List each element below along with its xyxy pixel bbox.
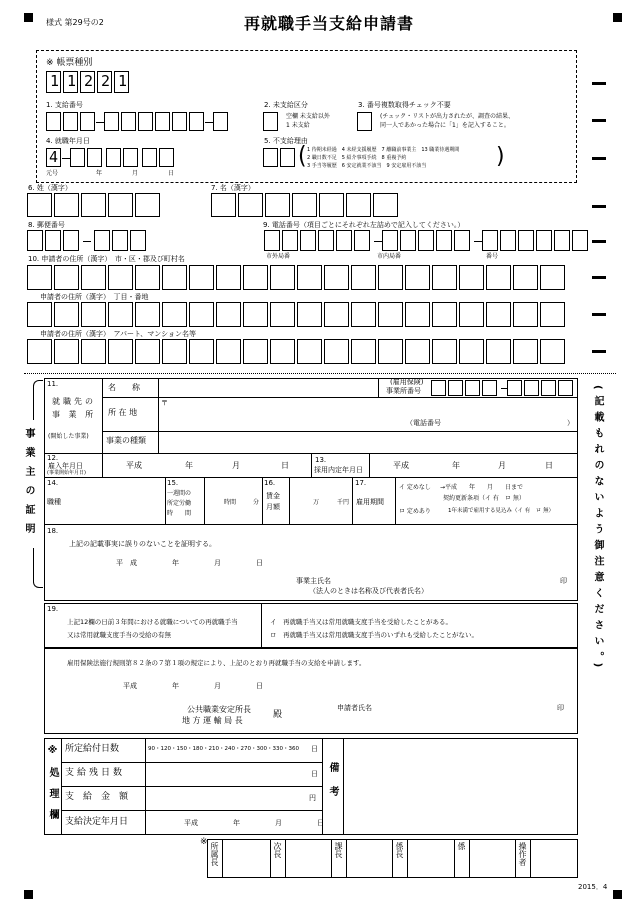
input-cell[interactable]: [540, 339, 565, 364]
input-cell[interactable]: [108, 339, 133, 364]
history-question-2: 又は常用就職支度手当の受給の有無: [67, 631, 171, 639]
decision-date-value: 平成 年 月 日: [184, 819, 324, 827]
phone-area-label: 市外局番: [266, 253, 291, 260]
input-cell[interactable]: [336, 230, 352, 251]
processing-side-label: ※処理欄: [47, 745, 58, 830]
stamp-divider: [270, 839, 271, 878]
reason-codes-2: 2 職日数不足 5 紹介事項手続 8 重複予約: [307, 155, 407, 161]
company-phone-end: ）: [567, 419, 574, 427]
applicant-seal: 印: [557, 704, 564, 712]
owner-label: 事業主氏名: [296, 577, 331, 585]
input-cell[interactable]: [318, 230, 334, 251]
stamp-label: 係長: [395, 842, 404, 858]
input-cell[interactable]: [319, 193, 344, 217]
hire-month: 月: [232, 461, 240, 470]
input-cell[interactable]: [216, 265, 241, 290]
input-cell[interactable]: [536, 230, 552, 251]
input-cell[interactable]: [216, 339, 241, 364]
input-cell[interactable]: [465, 380, 480, 396]
application-date: 平成 年 月 日: [123, 682, 263, 690]
input-cell[interactable]: [431, 380, 446, 396]
input-cell[interactable]: [459, 302, 484, 327]
input-cell[interactable]: [540, 302, 565, 327]
stamp-label: 次長: [273, 842, 282, 858]
input-cell[interactable]: [507, 380, 522, 396]
adopt-month: 月: [498, 461, 506, 470]
multi-number-note2: 同一人であかった場合に「1」を記入すること。: [380, 122, 510, 129]
corner-mark-top-right: [613, 13, 622, 22]
address-label: 所 在 地: [108, 408, 138, 417]
input-cell[interactable]: [189, 339, 214, 364]
workplace-label-3: (開始した事業): [48, 433, 89, 440]
input-cell[interactable]: [54, 193, 79, 217]
input-cell[interactable]: [354, 230, 370, 251]
input-cell[interactable]: [27, 230, 43, 251]
input-cell[interactable]: [405, 339, 430, 364]
side-bracket-top: [33, 380, 43, 420]
hours-unit: 時間: [224, 499, 237, 506]
adopt-year: 年: [452, 461, 460, 470]
corner-mark-top-left: [24, 13, 33, 22]
input-cell[interactable]: [382, 230, 398, 251]
input-cell[interactable]: [405, 302, 430, 327]
input-cell[interactable]: [243, 339, 268, 364]
input-cell[interactable]: [554, 230, 570, 251]
address2-label: 申請者の住所（漢字） 丁目・番地: [40, 293, 149, 301]
cert-date: 平 成 年 月 日: [116, 559, 263, 567]
input-cell[interactable]: [243, 265, 268, 290]
addressee-2: 地 方 運 輸 局 長: [182, 716, 243, 725]
adopt-no: 13.: [315, 456, 327, 464]
input-cell[interactable]: [264, 230, 280, 251]
non-payment-reason-field[interactable]: [263, 148, 278, 167]
form-number: 様式 第29号の2: [46, 18, 104, 27]
input-cell[interactable]: [108, 193, 133, 217]
benefit-days-unit: 日: [311, 745, 318, 753]
phone-number-label: 番号: [486, 253, 499, 260]
wage-unit-man: 万: [313, 499, 320, 506]
period-expect: 1年未満で雇用する見込み（イ 有 ロ 無）: [448, 508, 554, 514]
hire-label-2: (事業開始年月日): [47, 470, 86, 476]
reason-codes-3: 3 手当等履歴 6 安定就業不該当 9 安定雇用不該当: [307, 163, 427, 169]
postal-mark: 〒: [161, 399, 168, 407]
input-cell[interactable]: [45, 230, 61, 251]
given-name-label: 7. 名（漢字）: [211, 184, 255, 192]
decision-date-label: 支給決定年月日: [65, 817, 129, 827]
input-cell[interactable]: [270, 302, 295, 327]
benefit-days-label: 所定給付日数: [65, 744, 120, 754]
input-cell[interactable]: [162, 302, 187, 327]
business-kind-input[interactable]: [160, 432, 576, 452]
company-name-input[interactable]: [160, 379, 376, 396]
input-cell[interactable]: [292, 193, 317, 217]
minute-unit: 分: [253, 499, 260, 506]
side-note: (記載もれのないよう御注意ください。): [592, 385, 603, 674]
workplace-label-2: 事 業 所: [52, 410, 97, 419]
history-no: 19.: [47, 605, 59, 613]
input-cell[interactable]: [81, 265, 106, 290]
unpaid-class-label: 2. 未支給区分: [264, 101, 308, 109]
slip-type-digit: 2: [80, 71, 95, 93]
stamp-label: 係: [457, 842, 466, 850]
non-payment-reason-label: 5. 不支給理由: [264, 137, 308, 145]
hire-label-1: 雇入年月日: [48, 462, 83, 470]
hours-label-3: 時 間: [167, 510, 192, 517]
job-no: 14.: [47, 479, 59, 487]
slip-type-digit: 1: [46, 71, 61, 93]
slip-type-digit: 2: [97, 71, 112, 93]
period-no: 17.: [355, 479, 367, 487]
stamp-divider: [515, 839, 516, 878]
reg-mark: [592, 82, 606, 85]
input-cell[interactable]: [518, 230, 534, 251]
corner-mark-bottom-right: [613, 890, 622, 899]
input-cell[interactable]: [373, 193, 398, 217]
input-cell[interactable]: [265, 193, 290, 217]
input-cell[interactable]: [135, 193, 160, 217]
input-cell[interactable]: [162, 265, 187, 290]
reg-mark: [592, 313, 606, 316]
input-cell[interactable]: [351, 265, 376, 290]
period-option-none[interactable]: イ 定めなし: [399, 484, 431, 491]
input-cell[interactable]: [405, 265, 430, 290]
input-cell[interactable]: [297, 265, 322, 290]
hire-no: 12.: [47, 454, 59, 462]
input-cell[interactable]: [418, 230, 434, 251]
input-cell[interactable]: [189, 302, 214, 327]
slip-type-label: ※ 帳票種別: [46, 58, 93, 68]
reason-codes-1: 1 待期未経過 4 未経支援履歴 7 離職前事業主 13 職業待遇期間: [307, 147, 460, 153]
input-cell[interactable]: [486, 302, 511, 327]
reason-bracket: (: [298, 142, 307, 171]
separator-dash: [374, 241, 382, 242]
benefit-days-options: 90・120・150・180・210・240・270・300・330・360: [148, 746, 299, 752]
input-cell[interactable]: [558, 380, 573, 396]
input-cell[interactable]: [486, 339, 511, 364]
input-cell[interactable]: [513, 302, 538, 327]
input-cell[interactable]: [108, 302, 133, 327]
input-cell[interactable]: [27, 193, 52, 217]
input-cell[interactable]: [238, 193, 263, 217]
input-cell[interactable]: [81, 193, 106, 217]
input-cell[interactable]: [211, 193, 236, 217]
reg-mark: [592, 119, 606, 122]
period-renew: 契約更新条項（イ 有 ロ 無）: [443, 495, 525, 502]
remaining-days-label: 支給残日数: [65, 768, 126, 778]
wage-label-1: 賃金: [266, 492, 280, 500]
input-cell[interactable]: [54, 339, 79, 364]
slip-type-digit: 1: [114, 71, 129, 93]
input-cell[interactable]: [216, 302, 241, 327]
adopt-day: 日: [545, 461, 553, 470]
wage-label-2: 月額: [266, 503, 280, 511]
input-cell[interactable]: [135, 339, 160, 364]
history-answer-yes[interactable]: イ 再就職手当又は常用就職支度手当を受給したことがある。: [270, 618, 452, 626]
stamp-label-divider: [285, 839, 286, 878]
input-cell[interactable]: [54, 302, 79, 327]
input-cell[interactable]: [324, 265, 349, 290]
corner-mark-bottom-left: [24, 890, 33, 899]
owner-seal: 印: [560, 577, 567, 585]
input-cell[interactable]: [432, 339, 457, 364]
input-cell[interactable]: [459, 339, 484, 364]
hire-year: 年: [185, 461, 193, 470]
hire-day: 日: [281, 461, 289, 470]
amount-label: 支 給 金 額: [65, 792, 129, 802]
input-cell[interactable]: [482, 230, 498, 251]
input-cell[interactable]: [27, 339, 52, 364]
input-cell[interactable]: [27, 265, 52, 290]
input-cell[interactable]: [454, 230, 470, 251]
stamp-label-divider: [346, 839, 347, 878]
month-label: 月: [132, 170, 139, 177]
input-cell[interactable]: [81, 339, 106, 364]
stamp-label: 操作者: [518, 842, 527, 866]
input-cell[interactable]: [346, 193, 371, 217]
input-cell[interactable]: [436, 230, 452, 251]
remarks-label: 備考: [327, 762, 338, 810]
stamp-label-divider: [469, 839, 470, 878]
input-cell[interactable]: [324, 302, 349, 327]
history-question-1: 上記12欄の日前３年間における就職についての再就職手当: [67, 618, 238, 626]
stamp-label-divider: [530, 839, 531, 878]
unpaid-opt1: 空欄 未支給以外: [286, 113, 330, 120]
non-payment-reason-field[interactable]: [280, 148, 295, 167]
multi-number-label: 3. 番号複数取得チェック不要: [358, 101, 451, 109]
applicant-label: 申請者氏名: [337, 704, 372, 712]
input-cell[interactable]: [27, 302, 52, 327]
day-label: 日: [168, 170, 175, 177]
input-cell[interactable]: [94, 230, 110, 251]
input-cell[interactable]: [189, 265, 214, 290]
addressee-suffix: 殿: [273, 710, 283, 720]
input-cell[interactable]: [459, 265, 484, 290]
reg-mark: [592, 240, 606, 243]
multi-number-note1: (チェック・リストが出力されたが、調査の結果、: [380, 113, 515, 120]
period-label: 雇用期間: [356, 498, 384, 506]
input-cell[interactable]: [448, 380, 463, 396]
remarks-input[interactable]: [345, 739, 576, 834]
hours-no: 15.: [167, 479, 179, 487]
input-cell[interactable]: [486, 265, 511, 290]
insurance-label-1: (雇用保険): [390, 378, 424, 386]
hours-label-2: 所定労働: [167, 500, 192, 507]
input-cell[interactable]: [432, 302, 457, 327]
era-label: 元号: [46, 170, 59, 177]
input-cell[interactable]: [162, 339, 187, 364]
adopt-era: 平成: [393, 461, 409, 470]
side-bracket-bottom: [33, 548, 43, 588]
stamp-label-divider: [222, 839, 223, 878]
address1-label: 10. 申請者の住所（漢字） 市・区・郡及び町村名: [28, 255, 185, 263]
application-text: 雇用保険法施行規則第８２条の７第１項の規定により、上記のとおり再就職手当の支給を申請します。: [67, 659, 366, 667]
reg-mark: [592, 157, 606, 160]
stamp-divider: [331, 839, 332, 878]
input-cell[interactable]: [108, 265, 133, 290]
postal-label: 8. 郵便番号: [28, 221, 65, 229]
input-cell[interactable]: [572, 230, 588, 251]
company-phone-label: （電話番号: [406, 419, 441, 427]
stamp-label-divider: [407, 839, 408, 878]
input-cell[interactable]: [513, 339, 538, 364]
multi-number-field[interactable]: [357, 112, 372, 131]
unpaid-class-field[interactable]: [263, 112, 278, 131]
reg-mark: [592, 276, 606, 279]
input-cell[interactable]: [482, 380, 497, 396]
stamp-divider: [454, 839, 455, 878]
input-cell[interactable]: [135, 265, 160, 290]
wage-unit-sen: 千円: [337, 499, 350, 506]
history-answer-no[interactable]: ロ 再就職手当又は常用就職支度手当のいずれも受給したことがない。: [270, 631, 478, 639]
period-until: →平成 年 月 日まで: [440, 484, 524, 491]
hire-era: 平成: [126, 461, 142, 470]
phone-label: 9. 電話番号（項目ごとにそれぞれ左詰めで記入してください。）: [263, 221, 465, 229]
cert-text: 上記の記載事実に誤りのないことを証明する。: [69, 540, 216, 548]
separator-dash: [474, 241, 482, 242]
address3-label: 申請者の住所（漢字） アパート、マンション名等: [40, 330, 196, 338]
hours-label-1: 一週間の: [167, 490, 192, 497]
input-cell[interactable]: [378, 302, 403, 327]
payment-number-label: 1. 支給番号: [46, 101, 83, 109]
company-name-label: 名 称: [108, 383, 140, 392]
input-cell[interactable]: [513, 265, 538, 290]
year-label: 年: [96, 170, 103, 177]
input-cell[interactable]: [540, 265, 565, 290]
page-title: 再就職手当支給申請書: [244, 14, 415, 33]
input-cell[interactable]: [81, 302, 106, 327]
input-cell[interactable]: [297, 339, 322, 364]
adopt-label: 採用内定年月日: [314, 466, 363, 474]
input-cell[interactable]: [270, 265, 295, 290]
input-cell[interactable]: [300, 230, 316, 251]
input-cell[interactable]: [282, 230, 298, 251]
surname-label: 6. 姓（漢字）: [28, 184, 72, 192]
wage-no: 16.: [264, 479, 276, 487]
stamp-mark: ※: [200, 837, 208, 847]
reg-mark: [592, 350, 606, 353]
workplace-label-1: 就職先の: [52, 397, 96, 406]
input-cell[interactable]: [243, 302, 268, 327]
input-cell[interactable]: [135, 302, 160, 327]
input-cell[interactable]: [297, 302, 322, 327]
input-cell[interactable]: [324, 339, 349, 364]
input-cell[interactable]: [500, 230, 516, 251]
slip-type-digit: 1: [63, 71, 78, 93]
job-label: 職種: [47, 498, 61, 506]
input-cell[interactable]: [400, 230, 416, 251]
employer-side-label: 事業主の証明: [23, 428, 34, 542]
business-kind-label: 事業の種類: [106, 436, 146, 445]
input-cell[interactable]: [112, 230, 128, 251]
employment-date-label: 4. 就職年月日: [46, 137, 90, 145]
period-option-fixed[interactable]: ロ 定めあり: [399, 508, 431, 515]
input-cell[interactable]: [63, 230, 79, 251]
input-cell[interactable]: [378, 265, 403, 290]
revision-date: 2015．4: [578, 883, 608, 891]
cert-no: 18.: [47, 527, 59, 535]
remaining-days-unit: 日: [311, 770, 318, 778]
amount-unit: 円: [309, 794, 316, 802]
insurance-label-2: 事業所番号: [386, 387, 421, 395]
input-cell[interactable]: [378, 339, 403, 364]
input-cell[interactable]: [432, 265, 457, 290]
stamp-label: 課長: [334, 842, 343, 858]
stamp-label: 所属長: [210, 842, 219, 866]
separator-dash: [83, 241, 91, 242]
input-cell[interactable]: [351, 339, 376, 364]
reason-bracket-close: ): [496, 144, 505, 169]
input-cell[interactable]: [54, 265, 79, 290]
input-cell[interactable]: [270, 339, 295, 364]
separator: [24, 373, 616, 374]
reg-mark: [592, 205, 606, 208]
workplace-no: 11.: [47, 380, 59, 388]
input-cell[interactable]: [524, 380, 539, 396]
input-cell[interactable]: [130, 230, 146, 251]
addressee-1: 公共職業安定所長: [187, 705, 251, 714]
phone-local-label: 市内局番: [377, 253, 402, 260]
unpaid-opt2: 1 未支給: [286, 122, 310, 129]
owner-note: （法人のときは名称及び代表者氏名）: [309, 587, 428, 595]
stamp-divider: [392, 839, 393, 878]
input-cell[interactable]: [351, 302, 376, 327]
input-cell[interactable]: [541, 380, 556, 396]
